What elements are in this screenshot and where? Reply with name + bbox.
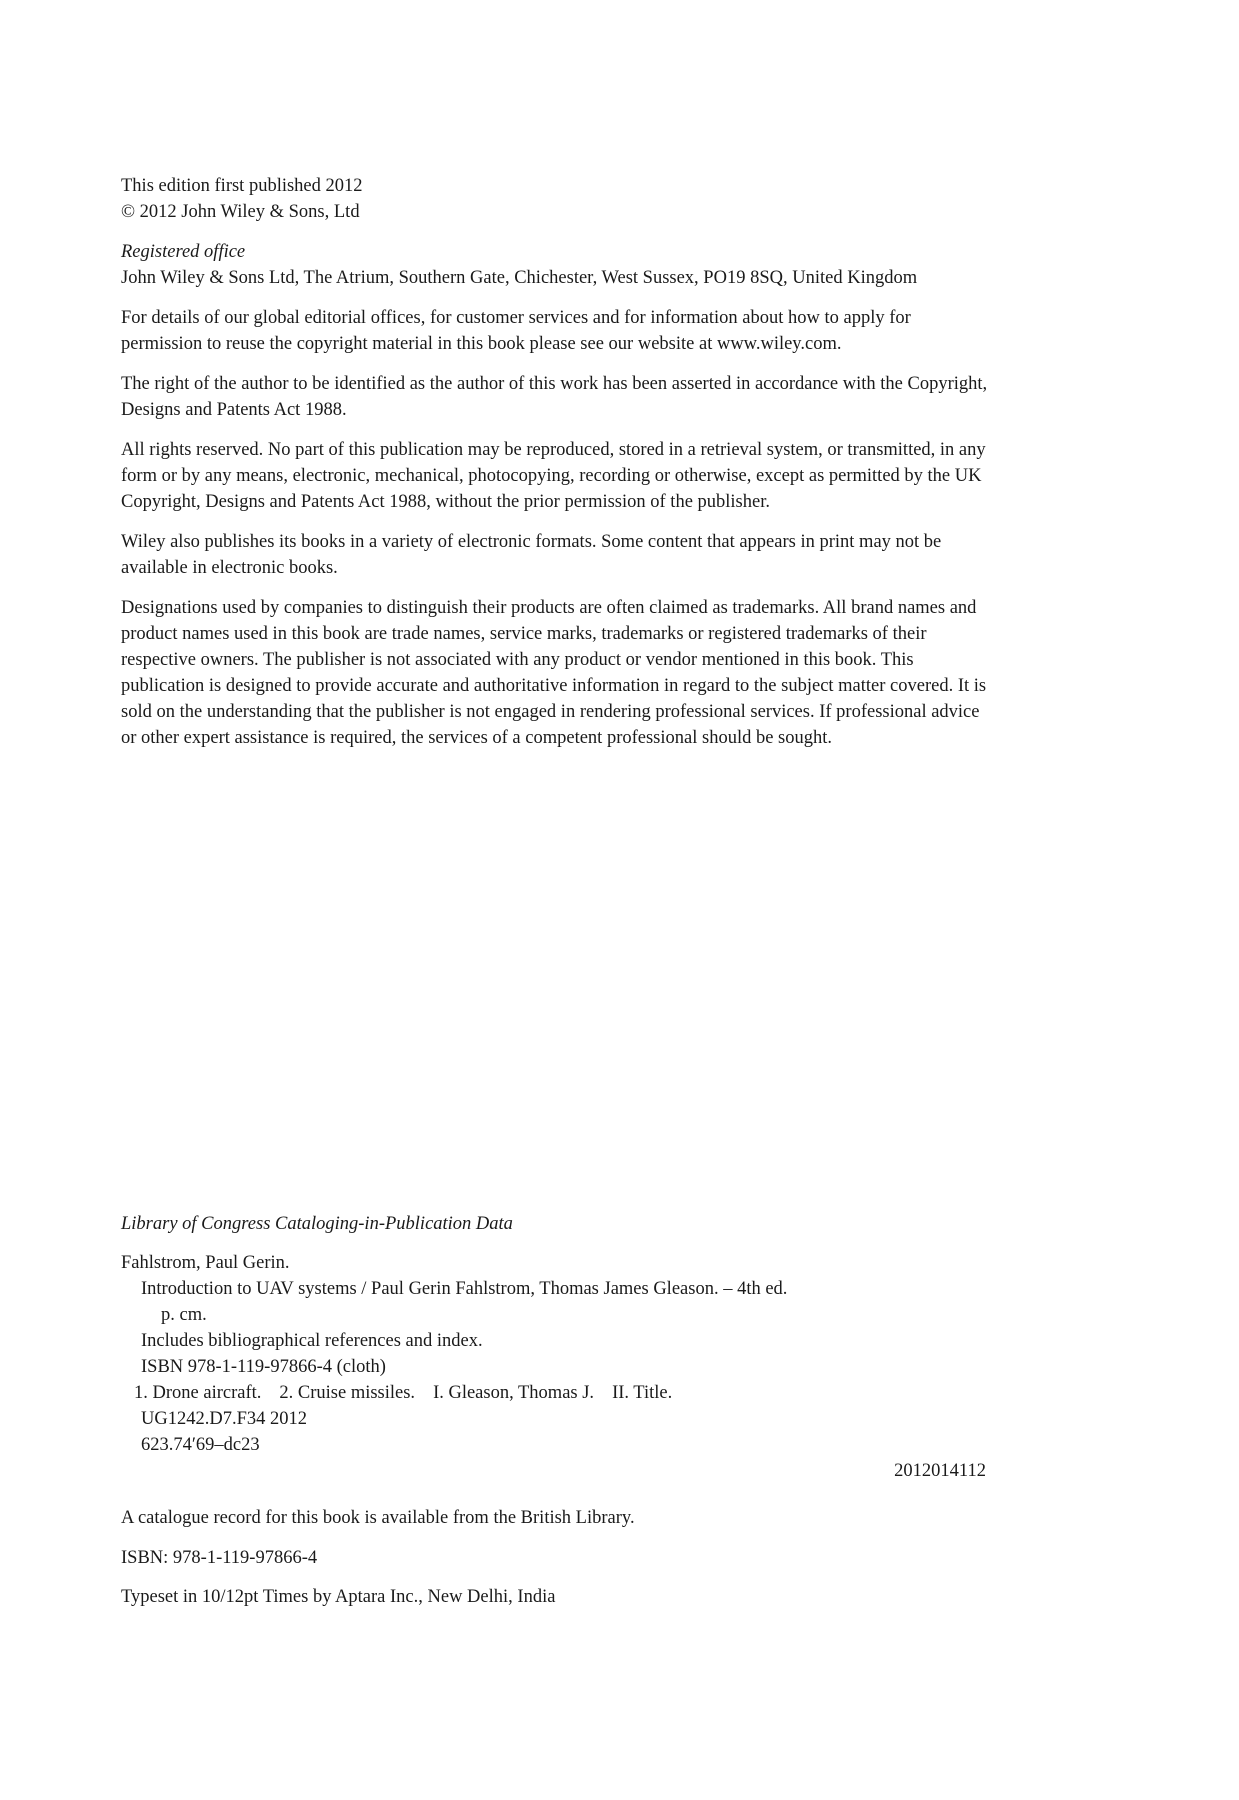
paragraph-line: or other expert assistance is required, the services of a competent professional should be sought.	[121, 728, 833, 748]
paragraph-line: form or by any means, electronic, mechanical, photocopying, recording or otherwise, except as permitted by the UK	[121, 466, 982, 486]
cip-subject: 2. Cruise missiles.	[279, 1383, 416, 1403]
cip-heading: Library of Congress Cataloging-in-Publication Data	[121, 1214, 513, 1234]
cip-subject: II. Title.	[612, 1383, 673, 1403]
paragraph-line: Wiley also publishes its books in a variety of electronic formats. Some content that appears in print may not be	[121, 532, 942, 552]
isbn-block	[121, 1545, 1101, 1571]
cip-subject: I. Gleason, Thomas J.	[433, 1383, 595, 1403]
paragraph-line: publication is designed to provide accurate and authoritative information in regard to the subject matter covered. It is	[121, 676, 987, 696]
global-offices-paragraph	[121, 305, 1101, 357]
registered-office-heading: Registered office	[121, 242, 246, 262]
electronic-formats-paragraph	[121, 529, 1101, 581]
edition-block	[121, 173, 1101, 225]
paragraph-line: Designs and Patents Act 1988.	[121, 400, 347, 420]
cip-lccn-row	[121, 1458, 1101, 1484]
isbn-line: ISBN: 978-1-119-97866-4	[121, 1548, 318, 1568]
first-published: This edition first published 2012	[121, 176, 363, 196]
cip-isbn: ISBN 978-1-119-97866-4 (cloth)	[141, 1357, 386, 1377]
typeset-line: Typeset in 10/12pt Times by Aptara Inc., New Delhi, India	[121, 1587, 556, 1607]
paragraph-line: sold on the understanding that the publisher is not engaged in rendering professional services. If professional advice	[121, 702, 980, 722]
paragraph-line: permission to reuse the copyright material in this book please see our website at www.wiley.com.	[121, 334, 842, 354]
cip-subjects	[121, 1380, 1101, 1406]
paragraph-line: Designations used by companies to distinguish their products are often claimed as trademarks. All brand names and	[121, 598, 977, 618]
paragraph-line: All rights reserved. No part of this publication may be reproduced, stored in a retrieval system, or transmitted, in any	[121, 440, 986, 460]
cip-subject: 1. Drone aircraft.	[134, 1383, 262, 1403]
typeset-block	[121, 1584, 1101, 1610]
cip-lccn: 2012014112	[894, 1461, 986, 1481]
paragraph-line: respective owners. The publisher is not associated with any product or vendor mentioned in this book. This	[121, 650, 914, 670]
cip-record	[121, 1250, 1101, 1484]
cip-pages: p. cm.	[161, 1305, 207, 1325]
cip-heading-block	[121, 1211, 1101, 1237]
rights-reserved-paragraph	[121, 437, 1101, 515]
registered-office-address: John Wiley & Sons Ltd, The Atrium, Southern Gate, Chichester, West Sussex, PO19 8SQ, United Kingdom	[121, 268, 918, 288]
paragraph-line: product names used in this book are trade names, service marks, trademarks or registered trademarks of their	[121, 624, 927, 644]
british-library-note: A catalogue record for this book is available from the British Library.	[121, 1508, 635, 1528]
paragraph-line: The right of the author to be identified as the author of this work has been asserted in accordance with the Copyright,	[121, 374, 988, 394]
cip-author: Fahlstrom, Paul Gerin.	[121, 1253, 290, 1273]
cip-lc-class: UG1242.D7.F34 2012	[141, 1409, 307, 1429]
designations-paragraph	[121, 595, 1101, 751]
cip-title: Introduction to UAV systems / Paul Gerin Fahlstrom, Thomas James Gleason. – 4th ed.	[141, 1279, 788, 1299]
author-right-paragraph	[121, 371, 1101, 423]
cip-dewey: 623.74′69–dc23	[141, 1435, 260, 1455]
cip-includes: Includes bibliographical references and index.	[141, 1331, 483, 1351]
copyright-line: © 2012 John Wiley & Sons, Ltd	[121, 202, 360, 222]
paragraph-line: For details of our global editorial offices, for customer services and for information about how to apply for	[121, 308, 911, 328]
paragraph-line: available in electronic books.	[121, 558, 338, 578]
british-library-block	[121, 1505, 1101, 1531]
registered-office-block	[121, 239, 1101, 291]
paragraph-line: Copyright, Designs and Patents Act 1988, without the prior permission of the publisher.	[121, 492, 770, 512]
